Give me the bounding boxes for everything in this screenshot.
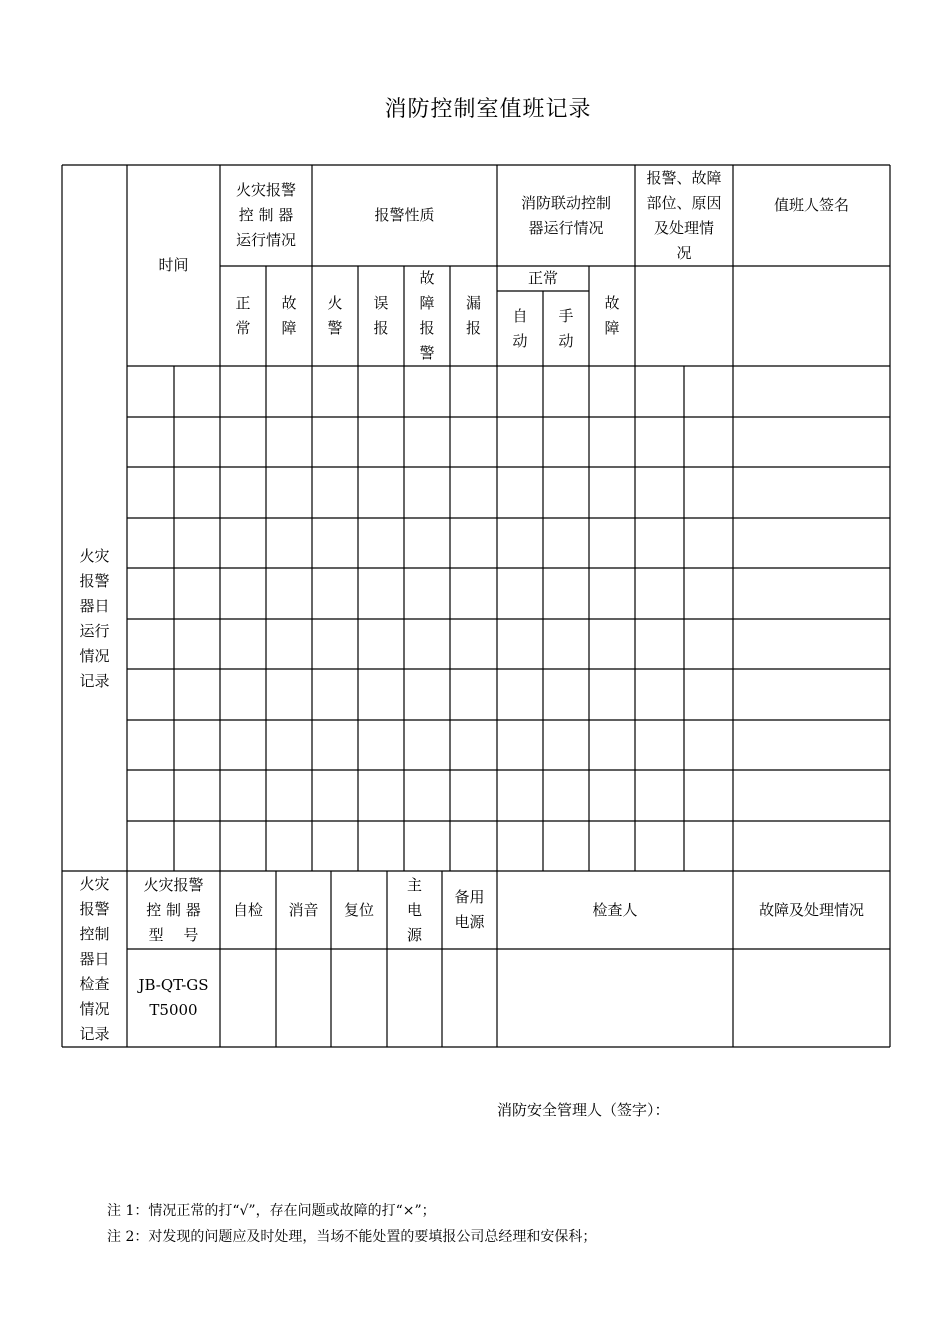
controller-status-header: 火灾报警 控 制 器 运行情况 [235, 181, 296, 249]
subheader-fault: 故 障 [281, 294, 297, 337]
note-1: 注 1：情况正常的打“√”，存在问题或故障的打“×”； [107, 1203, 436, 1219]
controller-model-header: 火灾报警 控 制 器 型 号 [143, 875, 204, 944]
subheader-fire-alarm: 火 警 [327, 294, 343, 337]
inspector-header: 检查人 [592, 900, 638, 919]
subheader-missed-alarm: 漏 报 [465, 294, 481, 337]
section2-label: 火灾 报警 控制 器日 检查 情况 记录 [79, 874, 110, 1043]
subheader-fault-alarm: 故 障 报 警 [419, 269, 435, 362]
subheader-linkage-normal: 正常 [527, 269, 558, 287]
controller-model-value: JB-QT-GS T5000 [138, 976, 209, 1019]
time-header: 时间 [158, 256, 189, 274]
subheader-manual: 手 动 [558, 306, 574, 350]
subheader-false-alarm: 误 报 [373, 294, 389, 337]
alarm-nature-header: 报警性质 [374, 206, 435, 224]
linkage-status-header: 消防联动控制 器运行情况 [520, 193, 611, 237]
section1-label: 火灾 报警 器日 运行 情况 记录 [79, 546, 110, 690]
safety-manager-signature-label: 消防安全管理人（签字）： [497, 1101, 670, 1119]
duty-signature-header: 值班人签名 [773, 195, 849, 214]
main-power-header: 主 电 源 [406, 875, 422, 944]
note-2: 注 2：对发现的问题应及时处理，当场不能处置的要填报公司总经理和安保科； [107, 1229, 597, 1245]
reset-header: 复位 [343, 900, 374, 919]
silence-header: 消音 [288, 900, 319, 919]
subheader-auto: 自 动 [512, 306, 528, 350]
subheader-linkage-fault: 故 障 [604, 294, 620, 337]
alarm-fault-location-header: 报警、故障 部位、原因 及处理情 况 [646, 168, 722, 262]
fault-handling-header: 故障及处理情况 [758, 900, 864, 919]
page-title: 消防控制室值班记录 [384, 97, 592, 122]
self-check-header: 自检 [232, 900, 263, 919]
subheader-normal: 正 常 [235, 294, 251, 337]
backup-power-header: 备用 电源 [454, 888, 485, 931]
